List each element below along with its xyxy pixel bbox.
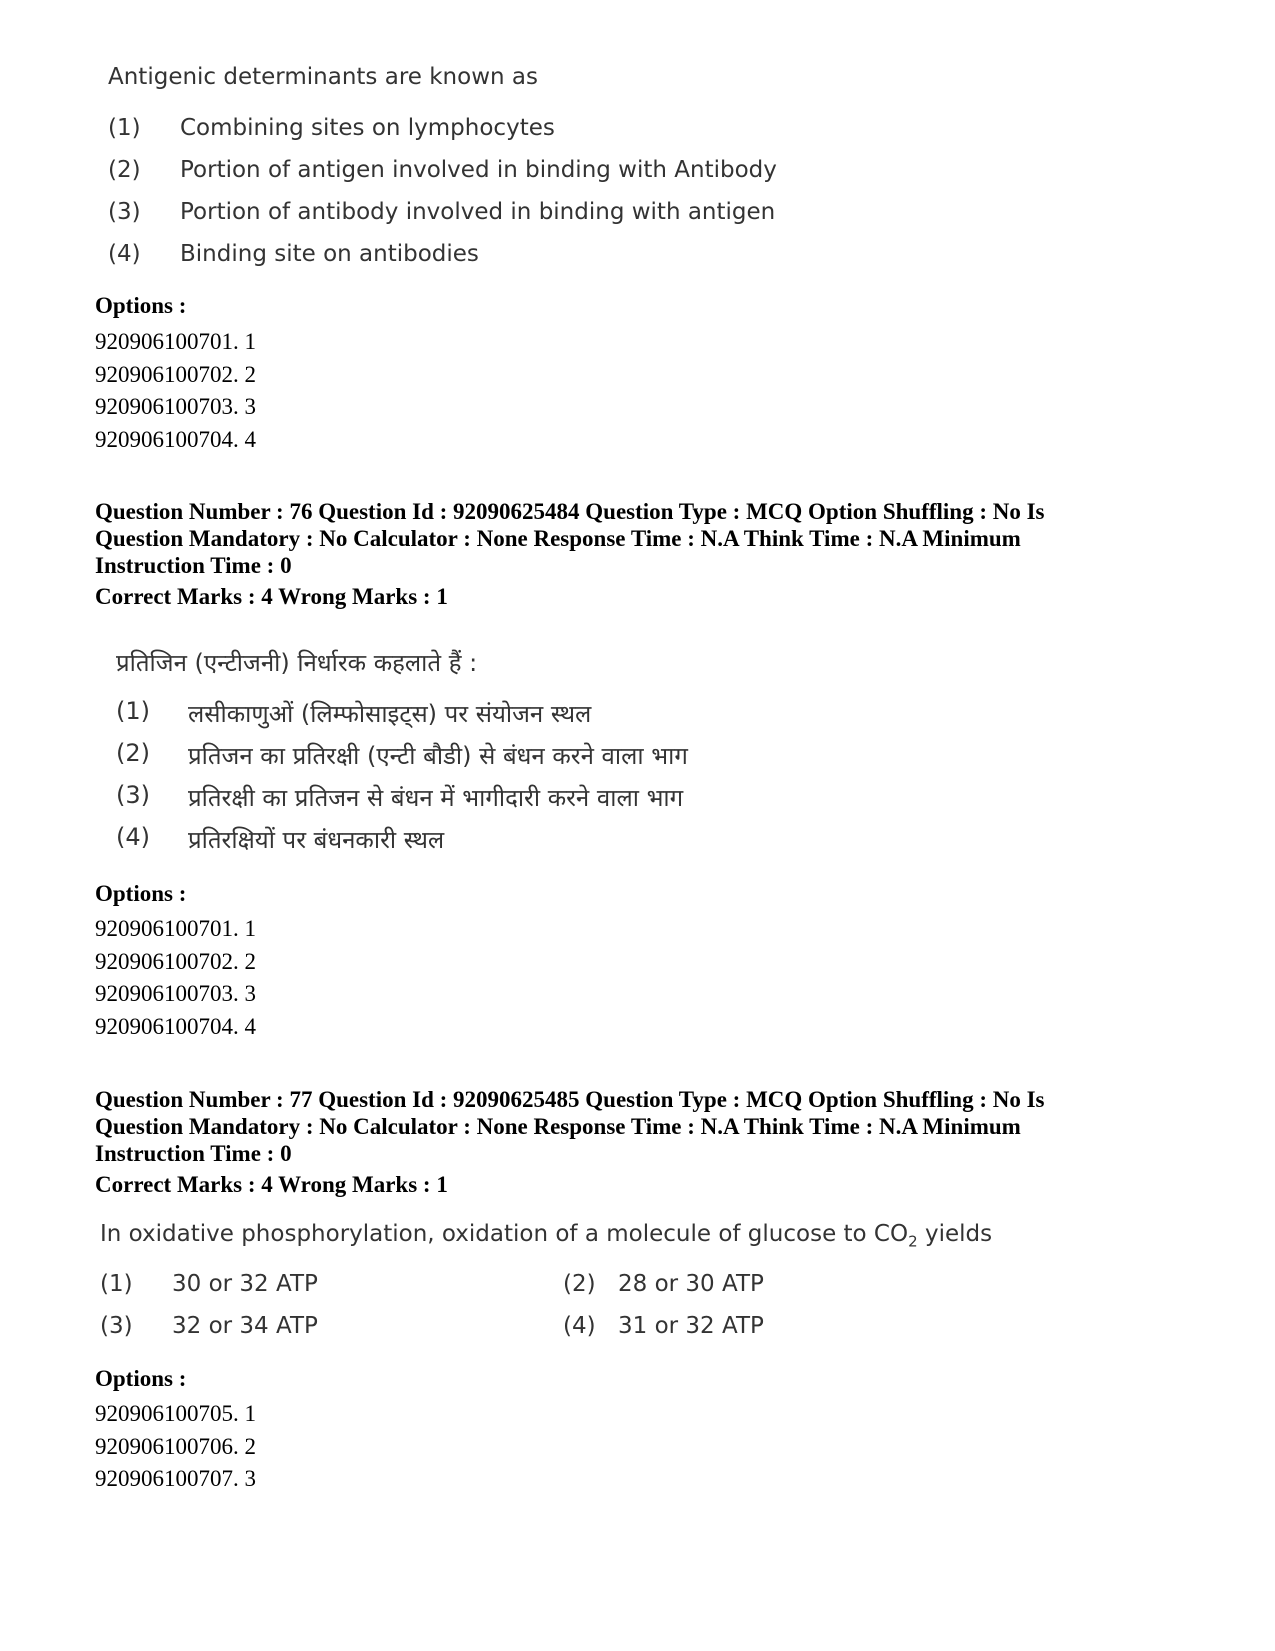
question-76-choice-3: [116, 781, 816, 813]
choice-number: (4): [563, 1313, 596, 1339]
question-77-choice-4: [563, 1313, 963, 1343]
choice-text: 30 or 32 ATP: [172, 1271, 318, 1297]
choice-number: (2): [563, 1271, 596, 1297]
option-id: 920906100701. 1: [95, 329, 256, 354]
choice-text: लसीकाणुओं (लिम्फोसाइट्स) पर संयोजन स्थल: [188, 700, 592, 728]
choice-number: (1): [116, 697, 150, 725]
option-id: 920906100705. 1: [95, 1401, 256, 1426]
question-77-marks: Correct Marks : 4 Wrong Marks : 1: [95, 1172, 448, 1197]
question-75-stem: Antigenic determinants are known as: [108, 64, 538, 90]
options-list: [95, 1398, 256, 1496]
question-76-marks: Correct Marks : 4 Wrong Marks : 1: [95, 584, 448, 609]
question-77-choice-2: [563, 1271, 963, 1301]
choice-number: (3): [108, 199, 141, 225]
option-id: 920906100701. 1: [95, 916, 256, 941]
stem-text-end: yields: [917, 1221, 993, 1247]
question-77-choice-1: [100, 1271, 500, 1301]
question-76-choice-2: [116, 739, 816, 771]
question-76-choice-4: [116, 823, 816, 855]
option-id: 920906100707. 3: [95, 1466, 256, 1491]
question-77-choice-3: [100, 1313, 500, 1343]
choice-number: (4): [116, 823, 150, 851]
choice-number: (2): [116, 739, 150, 767]
options-heading: Options :: [95, 1366, 187, 1391]
question-75-choice-2: [108, 157, 808, 187]
choice-number: (3): [116, 781, 150, 809]
options-heading: Options :: [95, 881, 187, 906]
meta-line: Question Mandatory : No Calculator : None Response Time : N.A Think Time : N.A Minimum: [95, 526, 1021, 551]
choice-text: Portion of antibody involved in binding with antigen: [180, 199, 776, 225]
question-75-choice-4: [108, 241, 808, 271]
option-id: 920906100704. 4: [95, 426, 256, 452]
option-id: 920906100703. 3: [95, 394, 256, 419]
choice-text: Portion of antigen involved in binding with Antibody: [180, 157, 777, 183]
choice-number: (1): [108, 115, 141, 141]
question-75-choice-1: [108, 115, 808, 145]
choice-number: (2): [108, 157, 141, 183]
question-77-stem: [100, 1221, 992, 1251]
option-id: 920906100702. 2: [95, 948, 256, 974]
choice-number: (1): [100, 1271, 133, 1297]
question-76-meta: [95, 498, 1185, 579]
meta-line: Question Number : 77 Question Id : 92090625485 Question Type : MCQ Option Shuffling : No Is: [95, 1087, 1045, 1112]
question-75-choice-3: [108, 199, 808, 229]
choice-text: 28 or 30 ATP: [618, 1271, 764, 1297]
meta-line: Instruction Time : 0: [95, 553, 292, 578]
question-77-meta: [95, 1086, 1185, 1167]
options-heading: Options :: [95, 293, 187, 318]
stem-text: In oxidative phosphorylation, oxidation of a molecule of glucose to CO: [100, 1221, 909, 1247]
choice-text: 32 or 34 ATP: [172, 1313, 318, 1339]
option-id: 920906100704. 4: [95, 1013, 256, 1039]
choice-text: प्रतिरक्षियों पर बंधनकारी स्थल: [188, 826, 445, 854]
option-id: 920906100706. 2: [95, 1433, 256, 1459]
question-76-choice-1: [116, 697, 816, 729]
options-list: [95, 326, 256, 456]
question-76-stem: प्रतिजिन (एन्टीजनी) निर्धारक कहलाते हैं :: [116, 649, 478, 677]
choice-text: Combining sites on lymphocytes: [180, 115, 555, 141]
choice-number: (4): [108, 241, 141, 267]
choice-text: Binding site on antibodies: [180, 241, 479, 267]
choice-text: 31 or 32 ATP: [618, 1313, 764, 1339]
options-list: [95, 913, 256, 1043]
option-id: 920906100702. 2: [95, 361, 256, 387]
choice-text: प्रतिजन का प्रतिरक्षी (एन्टी बौडी) से बंधन करने वाला भाग: [188, 742, 688, 770]
stem-subscript: 2: [908, 1232, 918, 1251]
meta-line: Question Mandatory : No Calculator : None Response Time : N.A Think Time : N.A Minimum: [95, 1114, 1021, 1139]
choice-number: (3): [100, 1313, 133, 1339]
meta-line: Question Number : 76 Question Id : 92090625484 Question Type : MCQ Option Shuffling : No Is: [95, 499, 1045, 524]
meta-line: Instruction Time : 0: [95, 1141, 292, 1166]
option-id: 920906100703. 3: [95, 981, 256, 1006]
choice-text: प्रतिरक्षी का प्रतिजन से बंधन में भागीदारी करने वाला भाग: [188, 784, 684, 812]
